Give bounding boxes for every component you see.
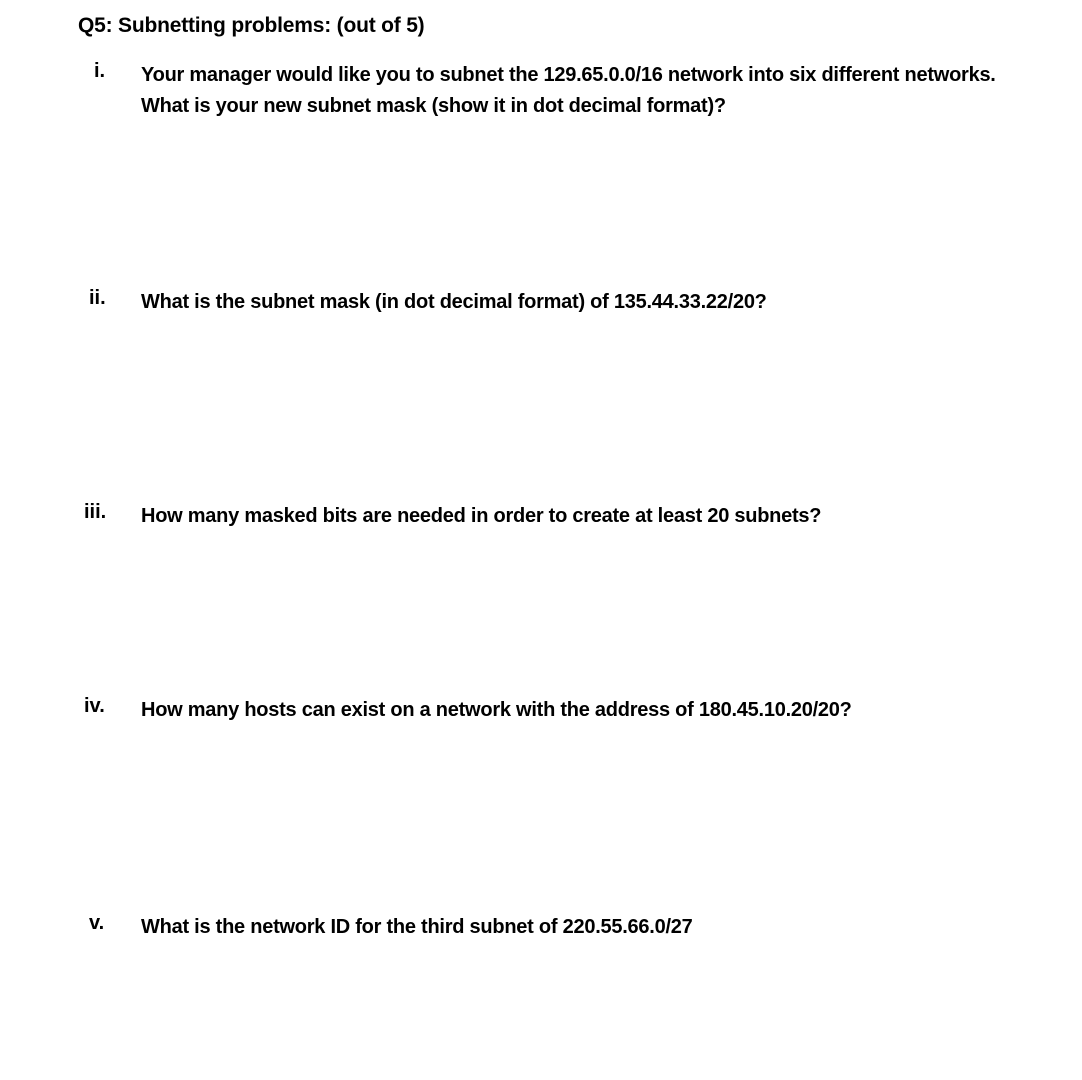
question-3-text: How many masked bits are needed in order to create at least 20 subnets? (141, 505, 822, 527)
page-title: Q5: Subnetting problems: (out of 5) (78, 14, 425, 37)
question-4-numeral: iv. (84, 695, 105, 717)
question-5-numeral: v. (89, 912, 105, 934)
question-3-numeral: iii. (84, 501, 107, 523)
question-5-text: What is the network ID for the third subnet of 220.55.66.0/27 (141, 916, 693, 938)
question-4-text: How many hosts can exist on a network with the address of 180.45.10.20/20? (141, 699, 852, 721)
question-2-text: What is the subnet mask (in dot decimal format) of 135.44.33.22/20? (141, 291, 767, 313)
question-1-text: Your manager would like you to subnet the 129.65.0.0/16 network into six different networks. What is your new subnet mask (show it in dot decimal format)? (141, 64, 996, 117)
question-1-numeral: i. (94, 60, 106, 82)
question-2-numeral: ii. (89, 287, 106, 309)
